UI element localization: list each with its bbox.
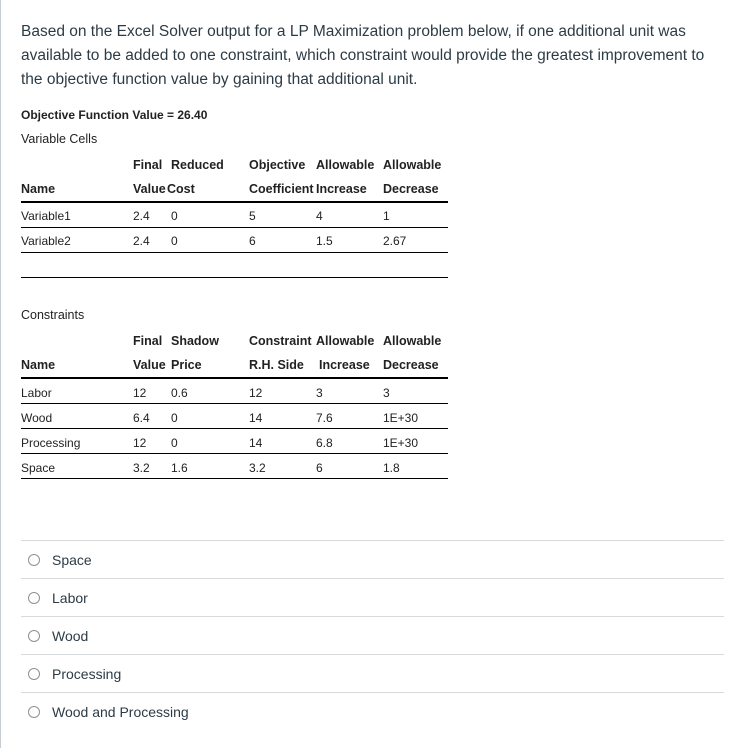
vc-row1-inc: 4 xyxy=(316,209,323,223)
c-head-decrease: Decrease xyxy=(383,358,439,372)
option-label: Processing xyxy=(52,665,122,682)
answer-options xyxy=(21,540,724,730)
vc-head-value: Value xyxy=(133,182,166,196)
vc-head-name: Name xyxy=(21,182,56,196)
c-row4-name: Space xyxy=(21,461,56,475)
radio-button[interactable] xyxy=(28,630,40,642)
c-head-final: Final xyxy=(133,334,163,348)
option-wood-and-processing[interactable] xyxy=(21,692,724,730)
vc-head-objective: Objective xyxy=(249,158,306,172)
vc-head-allowable-dec: Allowable xyxy=(383,158,442,172)
c-head-constraint: Constraint xyxy=(249,334,312,348)
c-row1-dec: 3 xyxy=(383,386,390,400)
c-row4-price: 1.6 xyxy=(171,461,188,475)
vc-head-decrease: Decrease xyxy=(383,182,439,196)
c-header-rule xyxy=(21,377,448,379)
option-label: Space xyxy=(52,551,92,568)
vc-head-reduced: Reduced xyxy=(171,158,224,172)
vc-row1-value: 2.4 xyxy=(133,209,150,223)
c-row1-rhs: 12 xyxy=(249,386,263,400)
c-row1-price: 0.6 xyxy=(171,386,188,400)
vc-head-allowable-inc: Allowable xyxy=(316,158,375,172)
c-head-allowable-inc: Allowable xyxy=(316,334,375,348)
c-row2-dec: 1E+30 xyxy=(383,411,419,425)
vc-header-rule xyxy=(21,201,448,203)
option-processing[interactable] xyxy=(21,654,724,692)
option-label: Wood and Processing xyxy=(52,703,189,720)
c-row-rule xyxy=(21,403,448,404)
option-label: Wood xyxy=(52,627,89,644)
c-row3-rhs: 14 xyxy=(249,436,263,450)
vc-head-coefficient: Coefficient xyxy=(249,182,314,196)
c-head-price: Price xyxy=(171,358,202,372)
vc-row1-coef: 5 xyxy=(249,209,256,223)
constraints-title: Constraints xyxy=(21,308,85,322)
c-row-rule xyxy=(21,453,448,454)
c-row3-name: Processing xyxy=(21,436,81,450)
vc-row2-coef: 6 xyxy=(249,234,256,248)
c-head-allowable-dec: Allowable xyxy=(383,334,442,348)
c-row2-inc: 7.6 xyxy=(316,411,333,425)
option-wood[interactable] xyxy=(21,616,724,654)
vc-row2-inc: 1.5 xyxy=(316,234,333,248)
radio-button[interactable] xyxy=(28,706,40,718)
c-row3-value: 12 xyxy=(133,436,147,450)
c-row1-value: 12 xyxy=(133,386,147,400)
vc-row-rule xyxy=(21,252,448,253)
option-label: Labor xyxy=(52,589,88,606)
c-row2-value: 6.4 xyxy=(133,411,150,425)
c-row1-inc: 3 xyxy=(316,386,323,400)
radio-button[interactable] xyxy=(28,554,40,566)
c-row3-inc: 6.8 xyxy=(316,436,333,450)
c-head-shadow: Shadow xyxy=(171,334,219,348)
vc-row2-cost: 0 xyxy=(171,234,178,248)
c-row-rule xyxy=(21,478,448,479)
c-row2-name: Wood xyxy=(21,411,53,425)
vc-table-bottom-rule xyxy=(21,277,448,278)
c-head-name: Name xyxy=(21,358,56,372)
c-row4-dec: 1.8 xyxy=(383,461,400,475)
vc-row1-name: Variable1 xyxy=(21,209,71,223)
objective-function-value: Objective Function Value = 26.40 xyxy=(21,108,208,122)
option-space[interactable] xyxy=(21,540,724,578)
c-row3-price: 0 xyxy=(171,436,178,450)
c-row4-inc: 6 xyxy=(316,461,323,475)
variable-cells-title: Variable Cells xyxy=(21,132,98,146)
radio-button[interactable] xyxy=(28,592,40,604)
vc-row2-dec: 2.67 xyxy=(383,234,407,248)
c-head-increase: Increase xyxy=(319,358,370,372)
vc-head-final: Final xyxy=(133,158,163,172)
vc-row1-dec: 1 xyxy=(383,209,390,223)
vc-row1-cost: 0 xyxy=(171,209,178,223)
c-row2-price: 0 xyxy=(171,411,178,425)
c-row3-dec: 1E+30 xyxy=(383,436,419,450)
question-text: Based on the Excel Solver output for a LP Maximization problem below, if one additional unit was available to be added to one constraint, which constraint would provide the greatest improvement to the objective function value by gaining that additional unit. xyxy=(21,23,705,88)
c-row1-name: Labor xyxy=(21,386,52,400)
vc-head-cost: Cost xyxy=(167,182,195,196)
vc-row-rule xyxy=(21,227,448,228)
c-row2-rhs: 14 xyxy=(249,411,263,425)
option-labor[interactable] xyxy=(21,578,724,616)
c-head-value: Value xyxy=(133,358,166,372)
c-head-rh-side: R.H. Side xyxy=(249,358,304,372)
c-row-rule xyxy=(21,428,448,429)
radio-button[interactable] xyxy=(28,668,40,680)
c-row4-rhs: 3.2 xyxy=(249,461,266,475)
vc-head-increase: Increase xyxy=(316,182,367,196)
vc-row2-value: 2.4 xyxy=(133,234,150,248)
vc-row2-name: Variable2 xyxy=(21,234,71,248)
left-border xyxy=(0,0,1,748)
c-row4-value: 3.2 xyxy=(133,461,150,475)
